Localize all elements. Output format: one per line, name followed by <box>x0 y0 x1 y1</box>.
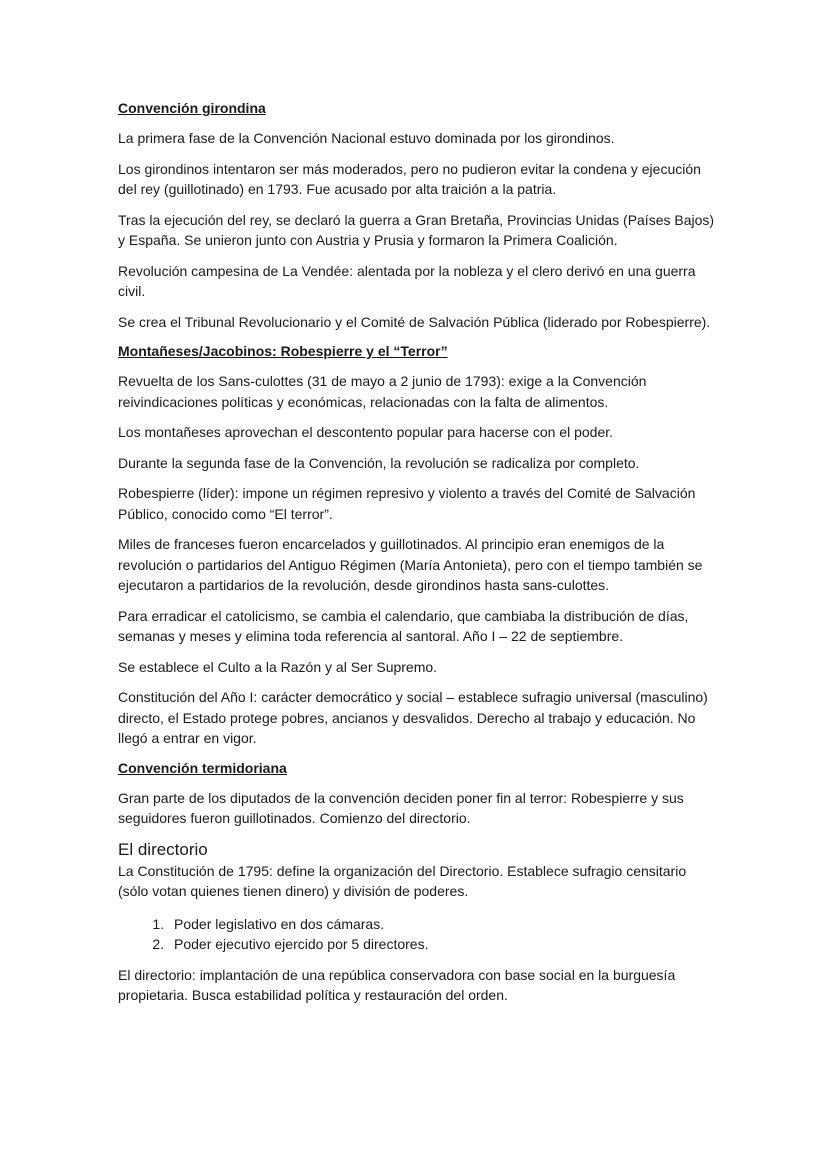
paragraph: Revuelta de los Sans-culottes (31 de mayo a 2 junio de 1793): exige a la Convención reivindicaciones políticas y económicas, relacionadas con la falta de alimentos. <box>118 373 647 410</box>
paragraph: Durante la segunda fase de la Convención, la revolución se radicaliza por completo. <box>118 454 640 471</box>
section-heading-jacobinos: Montañeses/Jacobinos: Robespierre y el “Terror” <box>118 343 448 359</box>
paragraph: Los girondinos intentaron ser más moderados, pero no pudieron evitar la condena y ejecución del rey (guillotinado) en 1793. Fue acusado por alta traición a la patria. <box>118 160 701 197</box>
section-heading-girondina: Convención girondina <box>118 100 266 116</box>
paragraph: Tras la ejecución del rey, se declaró la guerra a Gran Bretaña, Provincias Unidas (Países Bajos) y España. Se unieron junto con Austria y Prusia y formaron la Primera Coalición. <box>118 211 715 248</box>
section-heading-termidoriana: Convención termidoriana <box>118 759 287 776</box>
paragraph: Gran parte de los diputados de la convención deciden poner fin al terror: Robespierre y sus seguidores fueron guillotinados. Comienzo del directorio. <box>118 789 684 826</box>
numbered-list <box>118 914 718 954</box>
paragraph: Robespierre (líder): impone un régimen represivo y violento a través del Comité de Salvación Público, conocido como “El terror”. <box>118 485 696 522</box>
paragraph: Se establece el Culto a la Razón y al Ser Supremo. <box>118 658 438 675</box>
list-item: 1. Poder legislativo en dos cámaras. <box>168 914 718 934</box>
paragraph: Para erradicar el catolicismo, se cambia el calendario, que cambiaba la distribución de días, semanas y meses y elimina toda referencia al santoral. Año I – 22 de septiembre. <box>118 607 689 644</box>
paragraph: Los montañeses aprovechan el descontento popular para hacerse con el poder. <box>118 424 614 440</box>
paragraph: Se crea el Tribunal Revolucionario y el Comité de Salvación Pública (liderado por Robespierre). <box>118 313 711 330</box>
list-item: 2. Poder ejecutivo ejercido por 5 directores. <box>168 934 718 954</box>
paragraph: El directorio: implantación de una república conservadora con base social en la burguesía propietaria. Busca estabilidad política y restauración del orden. <box>118 966 676 1003</box>
paragraph: Revolución campesina de La Vendée: alentada por la nobleza y el clero derivó en una guerra civil. <box>118 262 696 299</box>
document-content <box>118 99 718 1016</box>
paragraph: Miles de franceses fueron encarcelados y guillotinados. Al principio eran enemigos de la revolución o partidarios del Antiguo Régimen (María Antonieta), pero con el tiempo también se ejecutaron a partidarios de la revolución, desde girondinos hasta sans-culottes. <box>118 536 703 593</box>
paragraph: Constitución del Año I: carácter democrático y social – establece sufragio universal (masculino) directo, el Estado protege pobres, ancianos y desvalidos. Derecho al trabajo y educación. No llegó a entrar en vigor. <box>118 689 708 746</box>
paragraph: La primera fase de la Convención Nacional estuvo dominada por los girondinos. <box>118 130 615 146</box>
paragraph: La Constitución de 1795: define la organización del Directorio. Establece sufragio censitario (sólo votan quienes tienen dinero) y división de poderes. <box>118 862 687 899</box>
section-heading-directorio: El directorio <box>118 839 208 859</box>
